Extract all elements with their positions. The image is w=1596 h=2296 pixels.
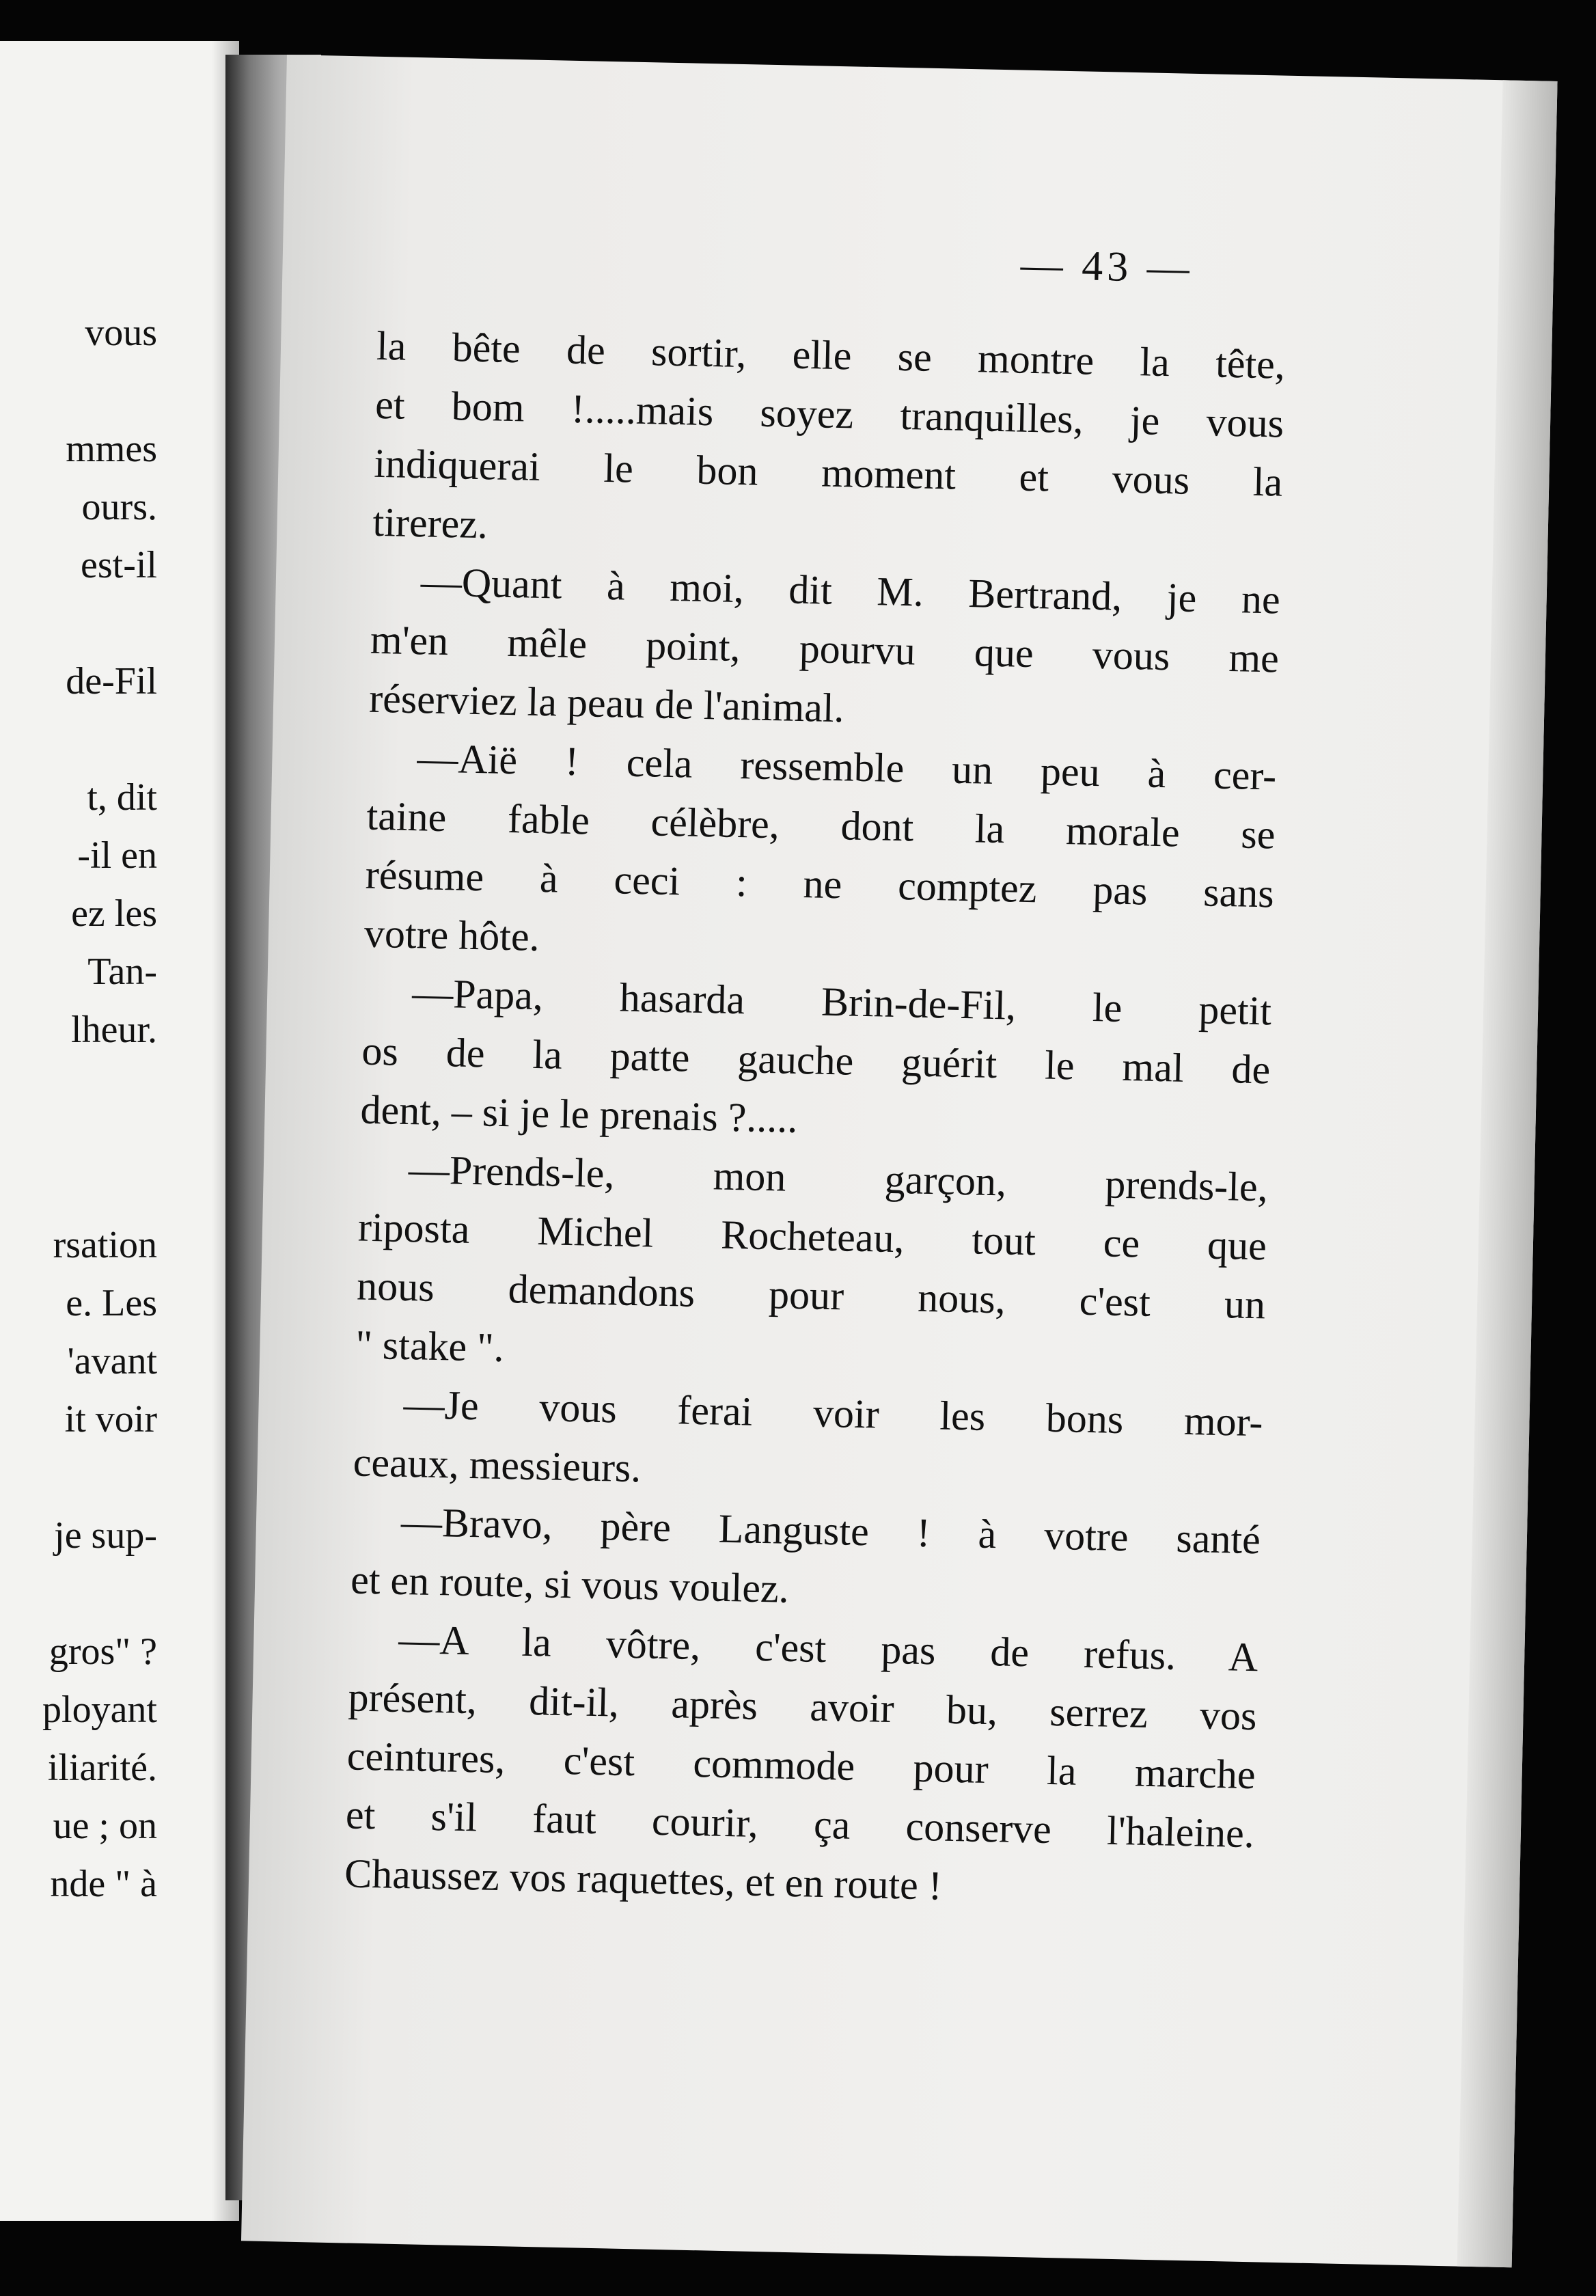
page-edge [1457, 80, 1558, 2267]
text-line: —Bravo, père Languste ! à votre santé [400, 1499, 1261, 1563]
text-line: —A la vôtre, c'est pas de refus. A [398, 1616, 1258, 1680]
text-line: et bom !.....mais soyez tranquilles, je vous [374, 381, 1284, 446]
facing-page-line: ue ; on [53, 1805, 157, 1847]
paragraph [353, 1374, 1263, 1511]
text-line: la bête de sortir, elle se montre la tête, [376, 323, 1286, 387]
facing-page-line: rsation [53, 1224, 157, 1266]
text-line: et s'il faut courir, ça conserve l'haleine. [345, 1792, 1255, 1857]
page-number: — 43 — [1020, 241, 1194, 292]
paragraph [344, 1609, 1258, 1922]
facing-page-line: iliarité. [47, 1747, 157, 1789]
paragraph [355, 1139, 1269, 1393]
page-text [344, 316, 1285, 1922]
facing-page-line: mmes [66, 428, 157, 470]
facing-page-line: 'avant [67, 1340, 157, 1382]
text-line: m'en mêle point, pourvu que vous me [370, 616, 1280, 681]
facing-page-line: lheur. [71, 1009, 157, 1051]
paragraph [363, 728, 1277, 982]
facing-page-line: e. Les [66, 1282, 157, 1324]
text-line: riposta Michel Rocheteau, tout ce que [357, 1204, 1267, 1269]
text-line: dent, – si je le prenais ?..... [360, 1086, 799, 1141]
facing-page-line: est-il [81, 544, 157, 586]
facing-page-line: gros" ? [49, 1630, 157, 1673]
text-line: os de la patte gauche guérit le mal de [361, 1028, 1271, 1093]
text-line: ceintures, c'est commode pour la marche [346, 1733, 1256, 1798]
facing-page-line: it voir [64, 1398, 157, 1440]
facing-page-line: ours. [81, 486, 157, 528]
text-line: ceaux, messieurs. [353, 1439, 642, 1491]
facing-page-line: je sup- [54, 1514, 157, 1557]
text-line: —Je vous ferai voir les bons mor- [402, 1382, 1264, 1445]
text-line: —Quant à moi, dit M. Bertrand, je ne [420, 559, 1281, 623]
text-line: " stake ". [355, 1322, 505, 1371]
text-line: réserviez la peau de l'animal. [368, 675, 845, 731]
paragraph [350, 1491, 1261, 1628]
text-line: présent, dit-il, après avoir bu, serrez vos [347, 1674, 1258, 1739]
text-line: nous demandons pour nous, c'est un [356, 1263, 1266, 1328]
text-line: Chaussez vos raquettes, et en route ! [344, 1850, 943, 1909]
paragraph [368, 551, 1280, 747]
facing-page-line: nde " à [50, 1863, 157, 1905]
text-line: votre hôte. [363, 910, 540, 960]
facing-page-line: -il en [77, 834, 157, 877]
text-line: taine fable célèbre, dont la morale se [366, 793, 1276, 858]
text-line: et en route, si vous voulez. [350, 1557, 790, 1611]
facing-page-line: ez les [71, 892, 157, 935]
facing-page-line: ployant [42, 1689, 157, 1731]
paragraph [372, 316, 1286, 571]
book-page [241, 55, 1558, 2267]
text-line: tirerez. [372, 499, 489, 547]
text-line: —Prends-le, mon garçon, prends-le, [408, 1147, 1269, 1210]
text-line: —Aië ! cela ressemble un peu à cer- [416, 735, 1277, 799]
text-line: résume à ceci : ne comptez pas sans [365, 851, 1275, 916]
text-line: —Papa, hasarda Brin-de-Fil, le petit [411, 970, 1272, 1034]
text-line: indiquerai le bon moment et vous la [373, 440, 1283, 505]
facing-page-line: t, dit [87, 776, 157, 819]
facing-page-line: de-Fil [66, 660, 157, 702]
facing-page [0, 41, 239, 2221]
facing-page-line: vous [85, 312, 157, 354]
paragraph [360, 963, 1272, 1158]
facing-page-line: Tan- [87, 951, 157, 993]
